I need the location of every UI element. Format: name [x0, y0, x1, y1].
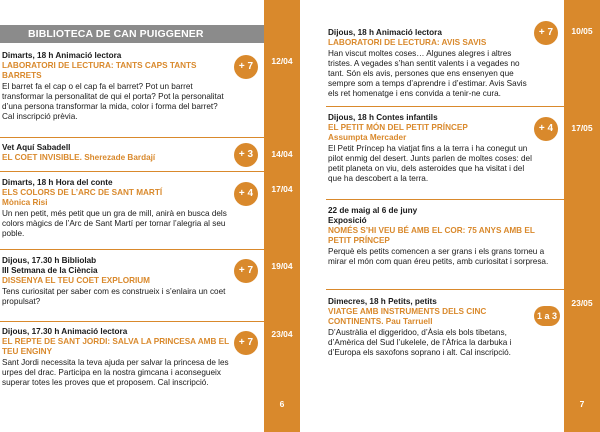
event-entry — [300, 297, 534, 358]
event-description: Sant Jordi necessita la teva ajuda per salvar la princesa de les urpes del drac. Participa en la nostra gimcana i aconsegueix superar totes les proves que et proposem. Cal inscripció. — [2, 358, 229, 387]
event-heading: Dimarts, 18 h Animació lectora — [2, 51, 122, 60]
event-heading: Dijous, 17.30 h Bibliolab — [2, 256, 97, 265]
age-badge: 1 a 3 — [534, 306, 560, 326]
event-heading: Vet Aquí Sabadell — [2, 143, 71, 152]
event-author: Assumpta Mercader — [328, 133, 407, 142]
event-description: El Petit Príncep ha viatjat fins a la terra i ha conegut un pilot enmig del desert. Junts parlen de moltes coses: del petit planeta on viu, dels asteroides que ha visitat i del que ha descobert a la terra. — [328, 144, 532, 183]
event-entry — [0, 178, 230, 239]
age-badge: + 4 — [234, 182, 258, 206]
event-heading: Dimarts, 18 h Hora del conte — [2, 178, 113, 187]
event-heading: Dijous, 18 h Contes infantils — [328, 113, 438, 122]
section-header: BIBLIOTECA DE CAN PUIGGENER — [0, 25, 264, 43]
event-entry — [300, 206, 564, 267]
age-badge: + 7 — [534, 21, 558, 45]
page-number: 7 — [579, 399, 585, 409]
event-heading: Dimecres, 18 h Petits, petits — [328, 297, 437, 306]
age-badge: + 3 — [234, 143, 258, 167]
sidebar-date: 19/04 — [271, 261, 293, 271]
event-description: Han viscut moltes coses… Algunes alegres i altres tristes. A vegades s’han sentit valents i a vegades no tant. Són els avis, persones que ens ensenyen que sempre som a temps d’aprendre i d’estimar. Avis Savis els ret homenatge i ens convida a tenir-ne cura. — [328, 49, 527, 98]
event-description: Un nen petit, més petit que un gra de mill, anirà en busca dels colors màgics de l’Arc de Sant Martí per tornar l’alegria al seu poble. — [2, 209, 227, 238]
divider — [0, 321, 264, 322]
sidebar-date: 17/04 — [271, 184, 293, 194]
divider — [0, 249, 264, 250]
date-sidebar — [264, 0, 300, 432]
event-entry — [300, 28, 530, 99]
right-page — [300, 0, 600, 432]
sidebar-date: 23/05 — [571, 298, 593, 308]
page-number: 6 — [279, 399, 285, 409]
divider — [326, 106, 564, 107]
event-subheading: III Setmana de la Ciència — [2, 266, 98, 275]
sidebar-date: 14/04 — [271, 149, 293, 159]
event-entry — [0, 327, 230, 388]
divider — [326, 289, 564, 290]
sidebar-date: 12/04 — [271, 56, 293, 66]
divider — [0, 137, 264, 138]
event-heading: Dijous, 18 h Animació lectora — [328, 28, 442, 37]
event-description: D’Austràlia el diggeridoo, d’Àsia els bols tibetans, d’Amèrica del Sud l’ukelele, de l’Àfrica la darbuka i d’Europa els saxofons soprano i alt. Cal inscripció. — [328, 328, 512, 357]
event-title: LABORATORI DE LECTURA: TANTS CAPS TANTS BARRETS — [2, 61, 197, 80]
event-title: EL PETIT MÓN DEL PETIT PRÍNCEP — [328, 123, 468, 132]
event-description: El barret fa el cap o el cap fa el barret? Pot un barret transformar la personalitat de qui el porta? Pot la personalitat d’una persona transformar la mida, color i forma del barret? Cal inscripció prèvia. — [2, 82, 224, 121]
age-badge: + 4 — [534, 117, 558, 141]
divider — [0, 171, 264, 172]
event-title: EL REPTE DE SANT JORDI: SALVA LA PRINCESA AMB EL TEU ENGINY — [2, 337, 229, 356]
event-entry — [0, 256, 230, 307]
divider — [326, 199, 564, 200]
event-entry — [300, 113, 534, 184]
date-sidebar — [564, 0, 600, 432]
event-entry — [0, 51, 230, 122]
event-title: EL COET INVISIBLE. Sherezade Bardají — [2, 153, 156, 162]
sidebar-date: 10/05 — [571, 26, 593, 36]
event-description: Perquè els petits comencen a ser grans i els grans torneu a mirar el món com quan éreu petits, amb curiositat i sorpresa. — [328, 247, 549, 266]
event-title: VIATGE AMB INSTRUMENTS DELS CINC CONTINENTS. Pau Tarruell — [328, 307, 487, 326]
event-description: Tens curiositat per saber com es construeix i s’enlaira un coet propulsat? — [2, 287, 226, 306]
sidebar-date: 17/05 — [571, 123, 593, 133]
event-subheading: Exposició — [328, 216, 367, 225]
event-author: Mònica Risi — [2, 198, 48, 207]
age-badge: + 7 — [234, 259, 258, 283]
event-heading: 22 de maig al 6 de juny — [328, 206, 418, 215]
sidebar-date: 23/04 — [271, 329, 293, 339]
event-title: LABORATORI DE LECTURA: AVIS SAVIS — [328, 38, 487, 47]
age-badge: + 7 — [234, 55, 258, 79]
event-title: ELS COLORS DE L’ARC DE SANT MARTÍ — [2, 188, 163, 197]
event-title: DISSENYA EL TEU COET EXPLORIUM — [2, 276, 151, 285]
event-heading: Dijous, 17.30 h Animació lectora — [2, 327, 128, 336]
event-title: NOMÉS S’HI VEU BÉ AMB EL COR: 75 ANYS AMB EL PETIT PRÍNCEP — [328, 226, 535, 245]
age-badge: + 7 — [234, 331, 258, 355]
event-entry — [0, 143, 230, 163]
